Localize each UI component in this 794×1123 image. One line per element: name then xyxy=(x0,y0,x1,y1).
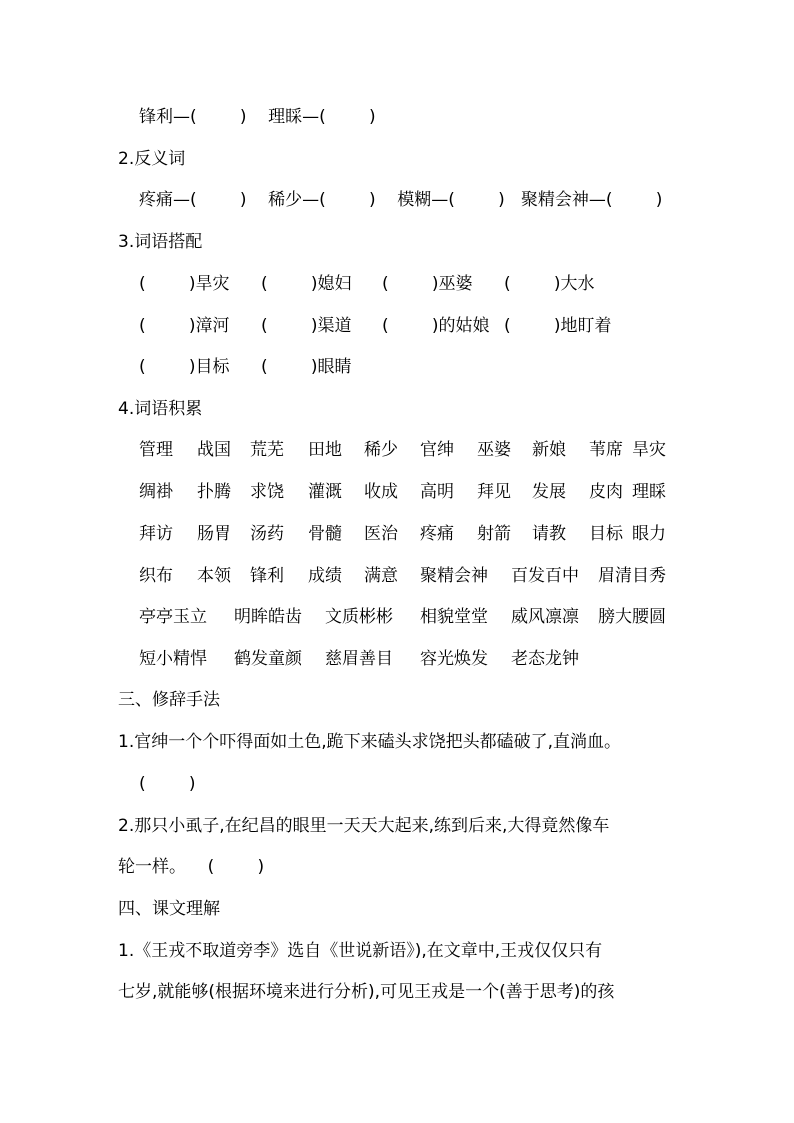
synonym-line: 锋利—( ) 理睬—( ) xyxy=(139,107,376,127)
comprehension-q1-cont: 七岁,就能够(根据环境来进行分析),可见王戎是一个(善于思考)的孩 xyxy=(118,982,615,1002)
vocab-word: 疼痛 xyxy=(420,524,454,544)
rhetoric-q1-blank: ( ) xyxy=(139,774,196,794)
vocab-word: 高明 xyxy=(420,482,454,502)
vocab-word: 理睬 xyxy=(632,482,666,502)
collocation-item: ( )旱灾 xyxy=(139,274,230,294)
vocab-word: 短小精悍 xyxy=(139,649,207,669)
vocab-word: 巫婆 xyxy=(477,440,511,460)
collocation-item: ( )媳妇 xyxy=(261,274,352,294)
vocab-word: 求饶 xyxy=(250,482,284,502)
vocab-word: 眉清目秀 xyxy=(598,566,666,586)
vocab-word: 拜见 xyxy=(477,482,511,502)
vocab-word: 射箭 xyxy=(477,524,511,544)
vocab-word: 文质彬彬 xyxy=(325,607,393,627)
vocab-word: 老态龙钟 xyxy=(511,649,579,669)
comprehension-q1: 1.《王戎不取道旁李》选自《世说新语》),在文章中,王戎仅仅只有 xyxy=(118,941,603,961)
vocab-word: 鹤发童颜 xyxy=(234,649,302,669)
vocab-word: 官绅 xyxy=(420,440,454,460)
vocab-word: 骨髓 xyxy=(308,524,342,544)
collocation-item: ( )大水 xyxy=(504,274,595,294)
collocation-item: ( )目标 xyxy=(139,357,230,377)
vocab-word: 请教 xyxy=(532,524,566,544)
rhetoric-heading: 三、修辞手法 xyxy=(118,690,220,710)
vocab-word: 拜访 xyxy=(139,524,173,544)
vocab-word: 绸褂 xyxy=(139,482,173,502)
collocation-item: ( )的姑娘 xyxy=(382,316,490,336)
vocab-word: 成绩 xyxy=(308,566,342,586)
vocab-word: 织布 xyxy=(139,566,173,586)
vocab-word: 灌溉 xyxy=(308,482,342,502)
vocab-word: 汤药 xyxy=(250,524,284,544)
vocab-word: 荒芜 xyxy=(250,440,284,460)
antonyms-line: 疼痛—( ) 稀少—( ) 模糊—( ) 聚精会神—( ) xyxy=(139,190,663,210)
collocation-item: ( )漳河 xyxy=(139,316,230,336)
collocation-heading: 3.词语搭配 xyxy=(118,232,203,252)
collocation-item: ( )眼睛 xyxy=(261,357,352,377)
vocab-word: 收成 xyxy=(364,482,398,502)
vocab-word: 聚精会神 xyxy=(420,566,488,586)
collocation-item: ( )渠道 xyxy=(261,316,352,336)
vocab-word: 新娘 xyxy=(532,440,566,460)
vocab-word: 扑腾 xyxy=(197,482,231,502)
vocab-word: 容光焕发 xyxy=(420,649,488,669)
vocab-word: 本领 xyxy=(197,566,231,586)
vocab-word: 战国 xyxy=(197,440,231,460)
vocab-word: 锋利 xyxy=(250,566,284,586)
vocab-word: 医治 xyxy=(364,524,398,544)
rhetoric-q2-cont: 轮一样。 ( ) xyxy=(118,857,265,877)
collocation-item: ( )巫婆 xyxy=(382,274,473,294)
vocab-word: 明眸皓齿 xyxy=(234,607,302,627)
vocab-word: 相貌堂堂 xyxy=(420,607,488,627)
vocab-word: 苇席 xyxy=(589,440,623,460)
comprehension-heading: 四、课文理解 xyxy=(118,899,220,919)
vocab-word: 慈眉善目 xyxy=(325,649,393,669)
vocab-word: 满意 xyxy=(364,566,398,586)
vocab-word: 旱灾 xyxy=(632,440,666,460)
vocab-word: 百发百中 xyxy=(511,566,579,586)
rhetoric-q1: 1.官绅一个个吓得面如土色,跪下来磕头求饶把头都磕破了,直淌血。 xyxy=(118,732,622,752)
vocab-word: 亭亭玉立 xyxy=(139,607,207,627)
vocab-word: 膀大腰圆 xyxy=(598,607,666,627)
vocab-word: 田地 xyxy=(308,440,342,460)
antonyms-heading: 2.反义词 xyxy=(118,149,186,169)
vocab-word: 管理 xyxy=(139,440,173,460)
vocab-word: 威风凛凛 xyxy=(511,607,579,627)
rhetoric-q2: 2.那只小虱子,在纪昌的眼里一天天大起来,练到后来,大得竟然像车 xyxy=(118,816,610,836)
vocab-word: 目标 xyxy=(589,524,623,544)
vocab-word: 稀少 xyxy=(364,440,398,460)
accumulation-heading: 4.词语积累 xyxy=(118,399,203,419)
vocab-word: 眼力 xyxy=(632,524,666,544)
collocation-item: ( )地盯着 xyxy=(504,316,612,336)
vocab-word: 发展 xyxy=(532,482,566,502)
vocab-word: 肠胃 xyxy=(197,524,231,544)
vocab-word: 皮肉 xyxy=(589,482,623,502)
